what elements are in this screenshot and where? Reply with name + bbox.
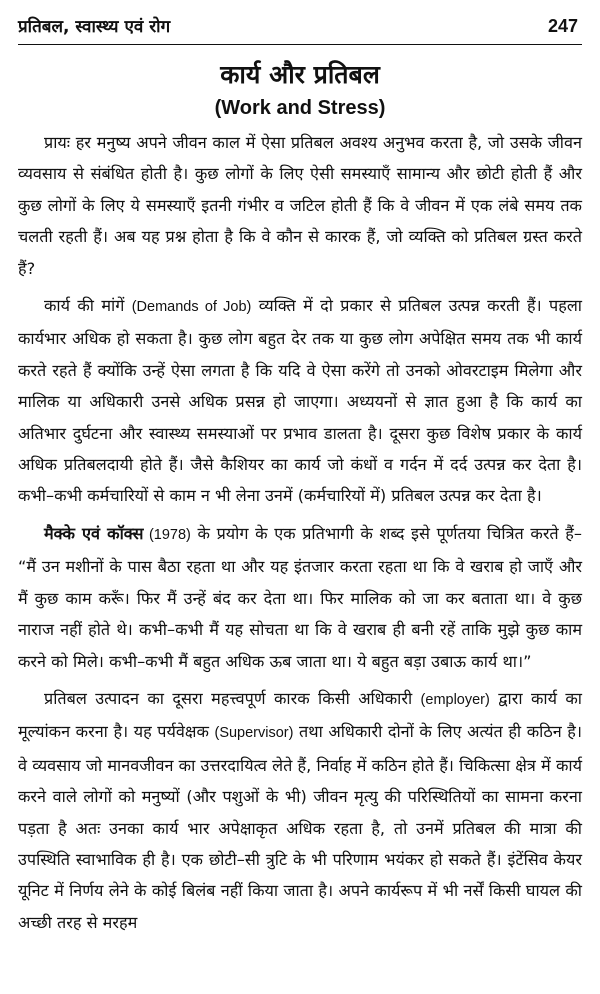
body-text [18, 127, 582, 938]
paragraph-3-year: (1978) [143, 526, 191, 543]
header-rule [18, 44, 582, 45]
paragraph-1 [18, 127, 582, 284]
chapter-title-block [18, 59, 582, 123]
paragraph-2-rest: व्यक्ति में दो प्रकार से प्रतिबल उत्पन्न करती हैं। पहला कार्यभार अधिक हो सकता है। कुछ लोग बहुत देर तक या कुछ लोग अपेक्षित समय तक भी कार्य करते रहते हैं क्योंकि उन्हें ऐसा लगता है कि यदि वे ऐसा करेंगे तो उनको ओवरटाइम मिलेगा और मालिक या अधिकारी उनसे अधिक प्रसन्न हो जाएगा। अध्ययनों से ज्ञात हुआ है कि कार्य का अतिभार दुर्घटना और स्वास्थ्य समस्याओं पर प्रभाव डालता है। दूसरा कुछ विशेष प्रकार के कार्य अधिक प्रतिबलदायी होते हैं। जैसे कैशियर का कार्य जो कंधों व गर्दन में दर्द उत्पन्न कर देता है। कभी–कभी कर्मचारियों से काम न भी लेना उनमें (कर्मचारियों में) प्रतिबल उत्पन्न कर देता है। [18, 296, 583, 506]
paragraph-2-english-term: (Demands of Job) [131, 299, 252, 316]
running-title: प्रतिबल, स्वास्थ्य एवं रोग [18, 17, 171, 37]
paragraph-2 [18, 290, 582, 512]
paragraph-4-rest: तथा अधिकारी दोनों के लिए अत्यंत ही कठिन है। वे व्यवसाय जो मानवजीवन का उत्तरदायित्व लेते हैं, निर्वाह में कठिन होते हैं। चिकित्सा क्षेत्र में कार्य करने वाले लोगों को मनुष्यों (और पशुओं के भी) जीवन मृत्यु की परिस्थितियों का सामना करना पड़ता है अतः उनका कार्य भार अपेक्षाकृत अधिक रहता है, तो उनमें प्रतिबल की मात्रा की उपस्थिति स्वाभाविक ही है। एक छोटी–सी त्रुटि के भी परिणाम भयंकर हो सकते हैं। इंटेंसिव केयर यूनिट में निर्णय लेने के कोई बिलंब नहीं किया जाता है। अपने कार्यरूप में भी नर्सें किसी घायल की अच्छी तरह से मरहम [18, 722, 582, 932]
chapter-title-hindi: कार्य और प्रतिबल [220, 60, 380, 89]
paragraph-3-rest: के प्रयोग के एक प्रतिभागी के शब्द इसे पूर्णतया चित्रित करते हैं– “मैं उन मशीनों के पास बैठा रहता था और यह इंतजार करता रहता था कि वे खराब हो जाएँ और मैं कुछ काम करूँ। फिर मैं उन्हें बंद कर देता था। फिर मालिक को जा कर बताता था। वे कुछ नाराज नहीं होते थे। कभी–कभी मैं यह सोचता था कि वे खराब ही बनी रहें ताकि मुझे कुछ काम करने को मिले। कभी–कभी मैं बहुत अधिक ऊब जाता था। ये बहुत बड़ा उबाऊ कार्य था।” [18, 523, 582, 671]
paragraph-1-text: प्रायः हर मनुष्य अपने जीवन काल में ऐसा प्रतिबल अवश्य अनुभव करता है, जो उसके जीवन व्यवसाय से संबंधित होती है। कुछ लोगों के लिए ऐसी समस्याएँ सामान्य और छोटी होती हैं और कुछ लोगों के लिए ये समस्याएँ इतनी गंभीर व जटिल होती हैं कि वे जीवन में एक लंबे समय तक चलती रहती हैं। अब यह प्रश्न होता है कि वे कौन से कारक हैं, जो व्यक्ति को प्रतिबल ग्रस्त करते हैं? [18, 133, 582, 278]
paragraph-3 [18, 518, 582, 677]
paragraph-4 [18, 683, 582, 938]
running-header [18, 14, 582, 38]
paragraph-4-english-term-employer: (employer) [420, 691, 490, 708]
paragraph-4-mid: द्वारा कार्य का मूल्यांकन करना है। यह पर्यवेक्षक [18, 688, 582, 742]
page-number: 247 [547, 16, 578, 36]
paragraph-4-english-term-supervisor: (Supervisor) [214, 725, 294, 742]
paragraph-4-start: प्रतिबल उत्पादन का दूसरा महत्त्वपूर्ण कारक किसी अधिकारी [44, 688, 421, 708]
paragraph-2-start: कार्य की मांगें [44, 296, 132, 316]
paragraph-3-authors: मैक्के एवं कॉक्स [44, 523, 144, 543]
chapter-title-english: (Work and Stress) [214, 97, 386, 119]
